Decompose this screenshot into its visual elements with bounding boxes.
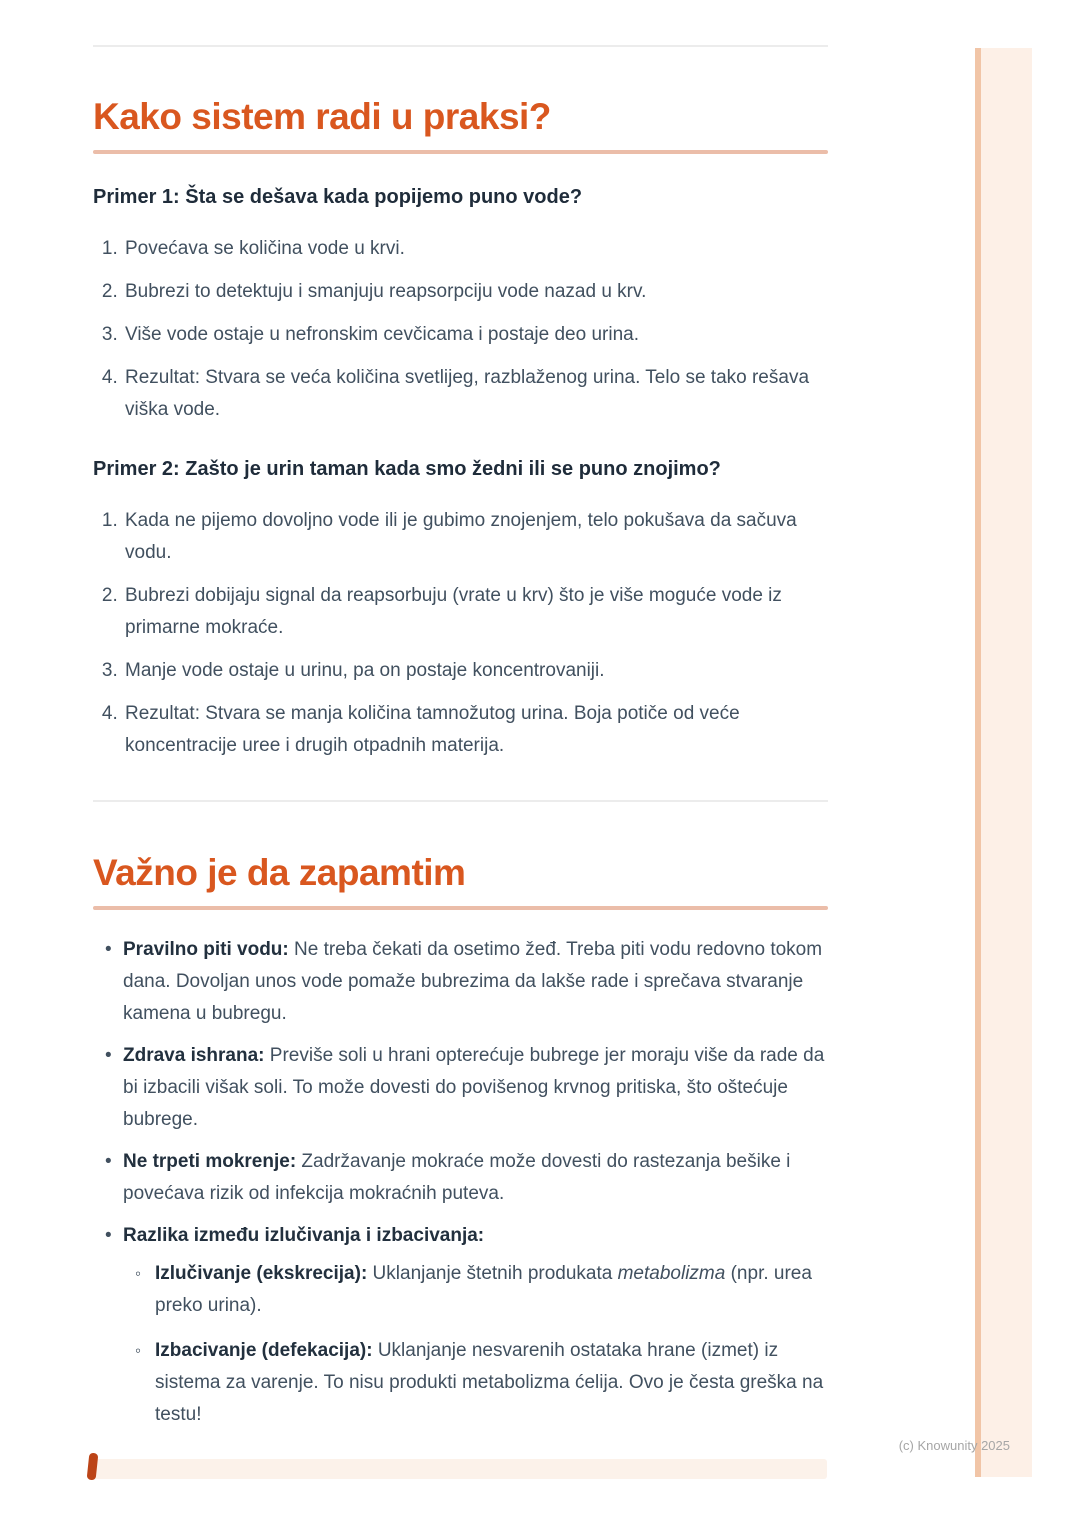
example1-heading: Primer 1: Šta se dešava kada popijemo puno vode? — [93, 186, 583, 208]
sub-bullet-text: Uklanjanje štetnih produkata — [367, 1263, 618, 1284]
sub-bullet-lead: Izlučivanje (ekskrecija): — [155, 1263, 368, 1284]
list-item: 4. Rezultat: Stvara se manja količina tamnožutog urina. Boja potiče od veće koncentracije uree i drugih otpadnih materija. — [123, 698, 828, 762]
section-title-important-to-remember: Važno je da zapamtim — [93, 852, 466, 893]
sub-bullet-italic-term: metabolizma — [617, 1263, 726, 1284]
right-margin-stripe — [981, 48, 1032, 1477]
copyright-credit: (c) Knowunity 2025 — [898, 1438, 1010, 1453]
section-title-underline — [93, 150, 828, 154]
bullet-text: Previše soli u hrani opterećuje bubrege jer moraju više da rade da bi izbacili višak soli. To može dovesti do povišenog krvnog pritiska, što oštećuje bubrege. — [123, 1045, 825, 1130]
example2-steps-list — [93, 505, 828, 762]
sub-bullet-lead: Izbacivanje (defekacija): — [155, 1340, 373, 1361]
list-item: 3. Manje vode ostaje u urinu, pa on postaje koncentrovaniji. — [123, 655, 828, 687]
list-item: 1. Povećava se količina vode u krvi. — [123, 233, 828, 265]
list-item: 3. Više vode ostaje u nefronskim cevčicama i postaje deo urina. — [123, 319, 828, 351]
section-title-how-system-works: Kako sistem radi u praksi? — [93, 96, 551, 137]
list-item — [93, 1040, 828, 1136]
bullet-text: Zadržavanje mokraće može dovesti do rastezanja bešike i povećava rizik od infekcija mokraćnih puteva. — [123, 1151, 791, 1204]
takeaways-list — [93, 934, 828, 1431]
bottom-highlight-bar — [94, 1459, 827, 1479]
list-item: 2. Bubrezi dobijaju signal da reapsorbuju (vrate u krv) što je više moguće vode iz primarne mokraće. — [123, 580, 828, 644]
section-divider — [93, 800, 828, 802]
list-item: 4. Rezultat: Stvara se veća količina svetlijeg, razblaženog urina. Telo se tako rešava viška vode. — [123, 362, 828, 426]
list-item — [123, 1335, 828, 1431]
list-item: 2. Bubrezi to detektuju i smanjuju reapsorpciju vode nazad u krv. — [123, 276, 828, 308]
sub-bullet-text: Uklanjanje nesvarenih ostataka hrane (izmet) iz sistema za varenje. To nisu produkti metabolizma ćelija. Ovo je česta greška na testu! — [155, 1340, 824, 1425]
list-item — [123, 1258, 828, 1322]
bullet-text: Ne treba čekati da osetimo žeđ. Treba piti vodu redovno tokom dana. Dovoljan unos vode pomaže bubrezima da lakše rade i sprečava stvaranje kamena u bubregu. — [123, 939, 823, 1024]
sub-bullet-text: (npr. urea preko urina). — [155, 1263, 812, 1316]
section-title-underline — [93, 906, 828, 910]
bullet-lead: Ne trpeti mokrenje: — [123, 1151, 297, 1172]
list-item — [93, 1146, 828, 1210]
example2-heading: Primer 2: Zašto je urin taman kada smo žedni ili se puno znojimo? — [93, 458, 721, 480]
bullet-lead: Pravilno piti vodu: — [123, 939, 289, 960]
page-content — [93, 0, 828, 1441]
example1-steps-list — [93, 233, 828, 426]
sub-takeaways-list — [123, 1258, 828, 1431]
list-item: 1. Kada ne pijemo dovoljno vode ili je gubimo znojenjem, telo pokušava da sačuva vodu. — [123, 505, 828, 569]
list-item — [93, 1220, 828, 1431]
bullet-lead: Razlika između izlučivanja i izbacivanja: — [123, 1225, 485, 1246]
bullet-lead: Zdrava ishrana: — [123, 1045, 265, 1066]
top-divider — [93, 45, 828, 47]
list-item — [93, 934, 828, 1030]
right-margin-stripe-edge — [975, 48, 981, 1477]
